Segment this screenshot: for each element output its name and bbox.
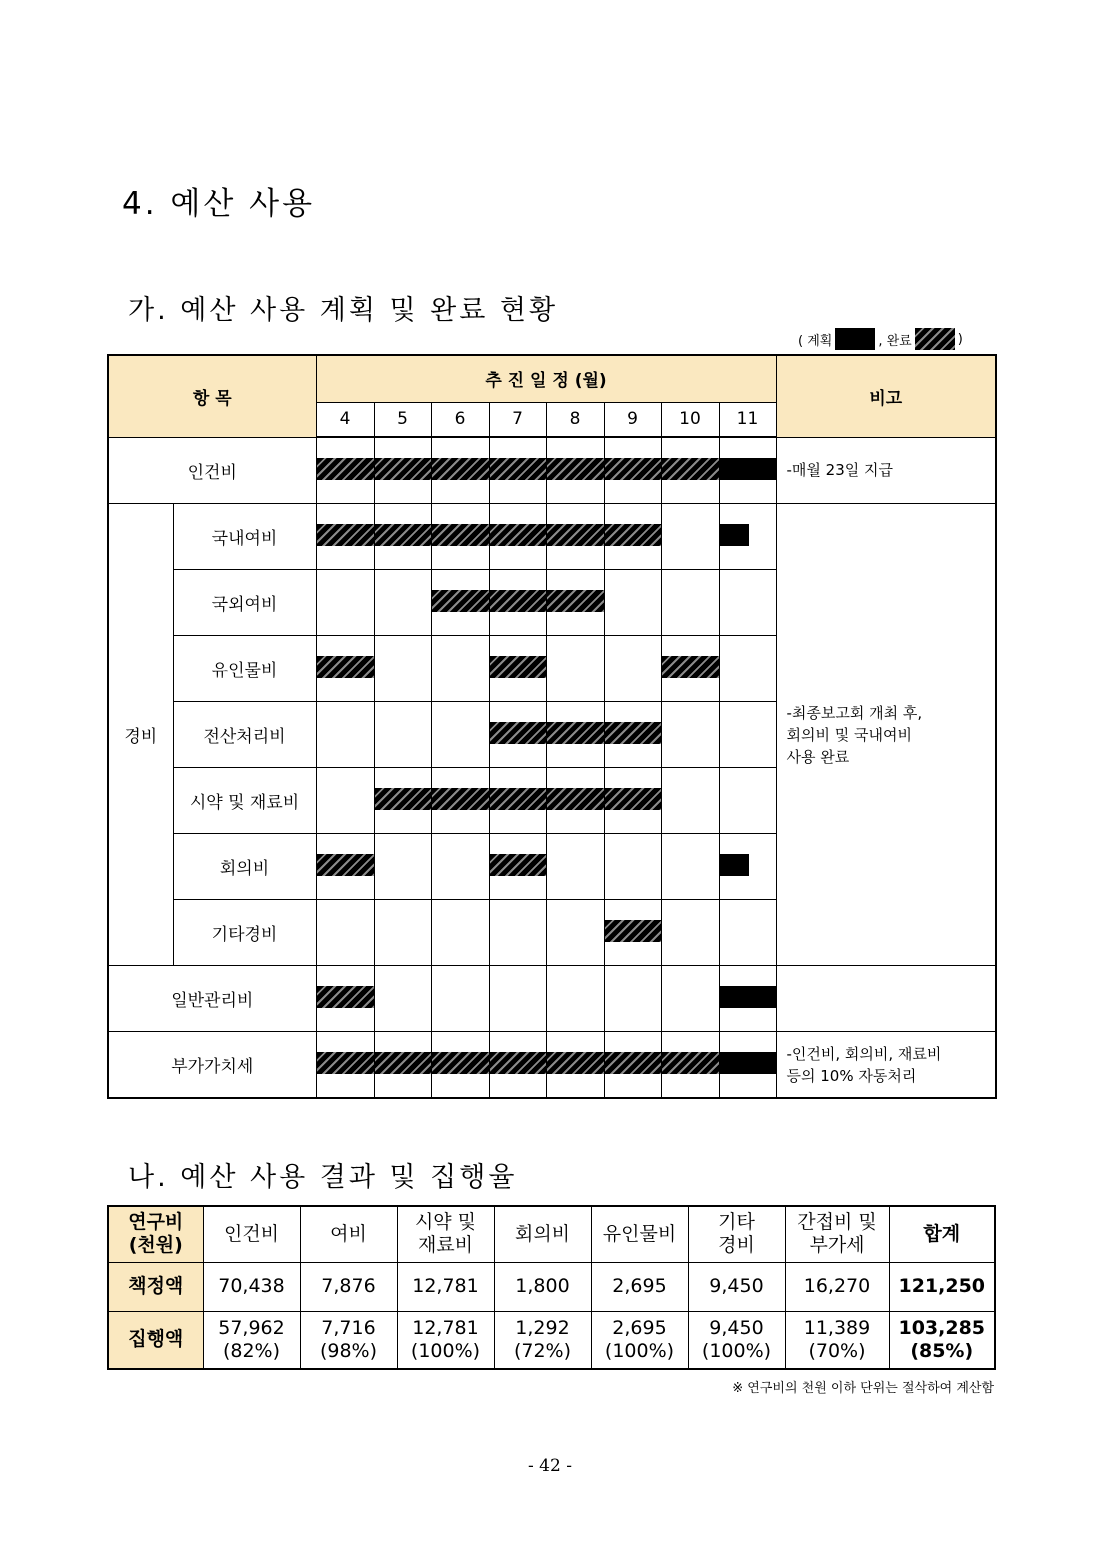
completed-bar — [317, 524, 374, 546]
executed-pct: (100%) — [410, 1339, 481, 1362]
month-cell — [374, 768, 431, 834]
completed-bar — [547, 590, 604, 612]
month-cell-inner — [317, 636, 374, 701]
executed-cell — [494, 1311, 591, 1369]
month-cell-inner — [720, 636, 776, 701]
executed-pct: (100%) — [604, 1339, 675, 1362]
month-cell — [719, 504, 776, 570]
month-cell-inner — [490, 900, 546, 965]
month-cell-inner — [720, 438, 776, 503]
executed-pct: (98%) — [319, 1339, 378, 1362]
completed-bar — [490, 788, 546, 810]
completed-bar — [375, 1052, 431, 1074]
completed-bar — [317, 854, 374, 876]
month-cell — [374, 570, 431, 636]
month-cell-inner — [605, 834, 661, 899]
allocated-label: 책정액 — [108, 1262, 203, 1311]
month-cell-inner — [720, 966, 776, 1031]
month-cell-inner — [490, 636, 546, 701]
note-salary: -매월 23일 지급 — [776, 437, 996, 504]
month-cell — [661, 636, 719, 702]
month-cell-inner — [432, 438, 489, 503]
month-cell-inner — [432, 900, 489, 965]
month-cell — [316, 504, 374, 570]
month-cell — [719, 636, 776, 702]
completed-bar — [490, 524, 546, 546]
month-cell-inner — [662, 834, 719, 899]
executed-cell — [300, 1311, 397, 1369]
completed-bar — [490, 1052, 546, 1074]
month-cell-inner — [490, 834, 546, 899]
month-cell-inner — [720, 504, 776, 569]
month-cell-inner — [662, 570, 719, 635]
month-cell — [374, 900, 431, 966]
executed-value: 2,695 — [612, 1316, 667, 1339]
results-table — [107, 1205, 996, 1370]
month-cell — [661, 1032, 719, 1099]
results-corner: 연구비 (천원) — [108, 1206, 203, 1262]
month-cell-inner — [662, 768, 719, 833]
month-cell — [316, 1032, 374, 1099]
month-cell-inner — [375, 834, 431, 899]
month-cell — [431, 834, 489, 900]
schedule-row — [108, 437, 996, 504]
month-cell-inner — [432, 702, 489, 767]
allocated-value: 1,800 — [494, 1262, 591, 1311]
month-cell-inner — [317, 900, 374, 965]
month-cell-inner — [432, 570, 489, 635]
section-title: 4. 예산 사용 — [122, 186, 316, 222]
row-label: 일반관리비 — [108, 966, 316, 1032]
month-cell-inner — [720, 1032, 776, 1097]
completed-bar — [490, 590, 546, 612]
month-cell — [546, 966, 604, 1032]
month-header: 6 — [431, 402, 489, 437]
completed-bar — [375, 524, 431, 546]
month-cell-inner — [432, 1032, 489, 1097]
month-cell — [431, 437, 489, 504]
executed-value: 1,292 — [515, 1316, 570, 1339]
completed-bar — [432, 524, 489, 546]
completed-bar — [317, 458, 374, 480]
month-cell-inner — [375, 1032, 431, 1097]
completed-bar — [605, 524, 661, 546]
results-col-header: 여비 — [300, 1206, 397, 1262]
note-vat-text: -인건비, 회의비, 재료비 등의 10% 자동처리 — [786, 1044, 942, 1085]
allocated-total: 121,250 — [889, 1262, 995, 1311]
month-cell-inner — [375, 966, 431, 1031]
month-cell-inner — [317, 438, 374, 503]
month-cell — [661, 768, 719, 834]
completed-bar — [547, 722, 604, 744]
month-cell-inner — [375, 702, 431, 767]
executed-pct: (100%) — [701, 1339, 772, 1362]
allocated-value: 16,270 — [785, 1262, 889, 1311]
month-cell-inner — [605, 702, 661, 767]
month-cell-inner — [662, 966, 719, 1031]
allocated-value: 7,876 — [300, 1262, 397, 1311]
month-cell-inner — [547, 966, 604, 1031]
month-cell-inner — [547, 702, 604, 767]
month-cell-inner — [547, 900, 604, 965]
month-cell-inner — [547, 504, 604, 569]
month-cell-inner — [317, 768, 374, 833]
completed-bar — [432, 590, 489, 612]
month-cell — [316, 834, 374, 900]
schedule-row — [108, 504, 996, 570]
month-cell-inner — [432, 636, 489, 701]
month-cell-inner — [432, 834, 489, 899]
planned-bar — [720, 524, 749, 546]
month-cell — [719, 834, 776, 900]
month-cell — [661, 966, 719, 1032]
completed-bar — [605, 1052, 661, 1074]
results-col-header: 합계 — [889, 1206, 995, 1262]
month-cell — [546, 768, 604, 834]
month-cell — [374, 636, 431, 702]
month-cell — [431, 1032, 489, 1099]
month-cell — [719, 900, 776, 966]
month-cell-inner — [605, 768, 661, 833]
month-cell — [316, 636, 374, 702]
schedule-table — [107, 354, 997, 1099]
row-label: 부가가치세 — [108, 1032, 316, 1099]
month-cell — [604, 834, 661, 900]
month-cell-inner — [547, 1032, 604, 1097]
completed-bar — [605, 788, 661, 810]
header-item: 항 목 — [108, 355, 316, 437]
month-cell — [604, 702, 661, 768]
month-cell-inner — [605, 1032, 661, 1097]
month-cell — [546, 834, 604, 900]
month-header: 5 — [374, 402, 431, 437]
month-cell — [661, 437, 719, 504]
month-cell — [316, 900, 374, 966]
month-cell — [719, 966, 776, 1032]
month-cell — [316, 570, 374, 636]
month-cell — [431, 570, 489, 636]
executed-value: 12,781 — [412, 1316, 479, 1339]
legend-open: ( 계획 — [798, 333, 833, 349]
executed-pct: (82%) — [222, 1339, 281, 1362]
month-cell — [489, 966, 546, 1032]
completed-bar — [317, 986, 374, 1008]
executed-value: 11,389 — [803, 1316, 871, 1339]
completed-bar — [547, 1052, 604, 1074]
month-cell — [431, 702, 489, 768]
note-expenses-text: -최종보고회 개최 후, 회의비 및 국내여비 사용 완료 — [786, 703, 923, 766]
month-cell — [604, 900, 661, 966]
month-cell — [546, 570, 604, 636]
month-header: 8 — [546, 402, 604, 437]
month-cell — [604, 1032, 661, 1099]
month-cell-inner — [375, 570, 431, 635]
month-cell — [546, 504, 604, 570]
month-cell — [316, 437, 374, 504]
month-cell — [489, 702, 546, 768]
month-cell — [489, 768, 546, 834]
month-cell — [546, 437, 604, 504]
results-col-header: 간접비 및 부가세 — [785, 1206, 889, 1262]
month-cell-inner — [317, 702, 374, 767]
note-empty — [776, 966, 996, 1032]
month-cell — [719, 570, 776, 636]
schedule-row — [108, 1032, 996, 1099]
month-cell-inner — [662, 900, 719, 965]
legend-close: ) — [957, 331, 963, 347]
planned-bar — [720, 854, 749, 876]
month-cell-inner — [317, 966, 374, 1031]
row-label: 국외여비 — [173, 570, 316, 636]
month-cell — [489, 636, 546, 702]
month-cell — [661, 900, 719, 966]
month-header: 9 — [604, 402, 661, 437]
executed-cell — [591, 1311, 688, 1369]
results-col-header: 유인물비 — [591, 1206, 688, 1262]
schedule-row — [108, 966, 996, 1032]
month-cell — [661, 834, 719, 900]
subtitle-results: 나. 예산 사용 결과 및 집행율 — [128, 1162, 518, 1193]
group-label: 경비 — [108, 504, 173, 966]
month-cell-inner — [490, 438, 546, 503]
month-cell-inner — [432, 768, 489, 833]
planned-bar — [720, 1052, 776, 1074]
note-vat — [776, 1032, 996, 1099]
month-cell — [489, 834, 546, 900]
executed-total: 103,285 — [898, 1316, 986, 1339]
month-cell — [316, 966, 374, 1032]
planned-bar — [720, 458, 776, 480]
month-cell — [604, 966, 661, 1032]
executed-value: 57,962 — [218, 1316, 285, 1339]
completed-bar — [662, 656, 719, 678]
month-cell-inner — [317, 570, 374, 635]
month-cell-inner — [490, 1032, 546, 1097]
month-cell-inner — [662, 702, 719, 767]
month-cell-inner — [432, 504, 489, 569]
completed-bar — [490, 458, 546, 480]
completed-bar — [432, 458, 489, 480]
month-cell — [719, 702, 776, 768]
legend-mid: , 완료 — [878, 333, 912, 349]
month-cell — [316, 768, 374, 834]
month-cell-inner — [662, 1032, 719, 1097]
month-cell-inner — [547, 834, 604, 899]
month-cell — [489, 504, 546, 570]
month-cell-inner — [605, 438, 661, 503]
month-cell-inner — [317, 1032, 374, 1097]
completed-bar — [432, 1052, 489, 1074]
month-cell-inner — [720, 900, 776, 965]
month-cell — [374, 1032, 431, 1099]
executed-cell — [688, 1311, 785, 1369]
month-cell — [661, 504, 719, 570]
month-cell — [719, 768, 776, 834]
month-cell — [431, 504, 489, 570]
month-cell-inner — [720, 570, 776, 635]
month-header: 11 — [719, 402, 776, 437]
month-cell-inner — [490, 504, 546, 569]
month-cell — [546, 702, 604, 768]
completed-bar — [605, 458, 661, 480]
month-cell-inner — [375, 438, 431, 503]
month-cell — [431, 768, 489, 834]
month-cell — [604, 437, 661, 504]
executed-cell — [203, 1311, 300, 1369]
completed-bar — [432, 788, 489, 810]
row-label: 국내여비 — [173, 504, 316, 570]
allocated-value: 9,450 — [688, 1262, 785, 1311]
month-cell-inner — [375, 900, 431, 965]
completed-bar — [662, 458, 719, 480]
completed-bar — [375, 788, 431, 810]
month-cell-inner — [547, 768, 604, 833]
month-cell-inner — [547, 438, 604, 503]
month-cell — [374, 966, 431, 1032]
month-cell — [719, 1032, 776, 1099]
month-cell-inner — [317, 834, 374, 899]
month-cell — [374, 504, 431, 570]
month-cell — [604, 570, 661, 636]
legend-done-swatch — [915, 328, 955, 350]
month-cell — [546, 1032, 604, 1099]
page-number: - 42 - — [528, 1456, 572, 1476]
month-cell-inner — [662, 636, 719, 701]
month-cell-inner — [490, 702, 546, 767]
completed-bar — [490, 722, 546, 744]
month-cell — [316, 702, 374, 768]
month-cell-inner — [720, 702, 776, 767]
month-cell — [431, 636, 489, 702]
month-cell — [546, 900, 604, 966]
executed-label: 집행액 — [108, 1311, 203, 1369]
month-cell-inner — [605, 504, 661, 569]
month-cell-inner — [432, 966, 489, 1031]
footnote: ※ 연구비의 천원 이하 단위는 절삭하여 계산함 — [732, 1381, 994, 1396]
executed-pct: (70%) — [808, 1339, 866, 1362]
month-header: 4 — [316, 402, 374, 437]
month-cell — [374, 437, 431, 504]
month-cell-inner — [490, 966, 546, 1031]
month-cell — [489, 1032, 546, 1099]
row-label: 유인물비 — [173, 636, 316, 702]
completed-bar — [662, 1052, 719, 1074]
month-cell-inner — [547, 636, 604, 701]
executed-value: 9,450 — [709, 1316, 764, 1339]
month-cell-inner — [547, 570, 604, 635]
row-label: 인건비 — [108, 437, 316, 504]
month-cell-inner — [662, 504, 719, 569]
month-cell-inner — [490, 570, 546, 635]
completed-bar — [317, 1052, 374, 1074]
month-cell-inner — [605, 900, 661, 965]
results-col-header: 회의비 — [494, 1206, 591, 1262]
row-label: 회의비 — [173, 834, 316, 900]
allocated-value: 12,781 — [397, 1262, 494, 1311]
month-cell-inner — [490, 768, 546, 833]
month-cell-inner — [375, 768, 431, 833]
month-cell-inner — [720, 768, 776, 833]
month-cell-inner — [375, 636, 431, 701]
month-header: 7 — [489, 402, 546, 437]
month-cell-inner — [317, 504, 374, 569]
month-cell-inner — [720, 834, 776, 899]
month-cell — [489, 570, 546, 636]
month-cell — [374, 834, 431, 900]
month-cell — [661, 570, 719, 636]
completed-bar — [605, 722, 661, 744]
month-cell — [431, 966, 489, 1032]
allocated-value: 70,438 — [203, 1262, 300, 1311]
executed-total-pct: (85%) — [910, 1339, 974, 1362]
month-cell-inner — [605, 636, 661, 701]
allocated-value: 2,695 — [591, 1262, 688, 1311]
executed-pct: (72%) — [513, 1339, 572, 1362]
completed-bar — [490, 854, 546, 876]
month-cell — [431, 900, 489, 966]
completed-bar — [490, 656, 546, 678]
month-header: 10 — [661, 402, 719, 437]
executed-cell — [397, 1311, 494, 1369]
row-label: 전산처리비 — [173, 702, 316, 768]
month-cell-inner — [375, 504, 431, 569]
results-col-header: 시약 및 재료비 — [397, 1206, 494, 1262]
month-cell — [489, 900, 546, 966]
completed-bar — [547, 524, 604, 546]
legend — [798, 328, 963, 350]
month-cell — [604, 636, 661, 702]
month-cell — [546, 636, 604, 702]
completed-bar — [317, 656, 374, 678]
legend-plan-swatch — [835, 328, 875, 350]
month-cell — [604, 768, 661, 834]
header-schedule: 추 진 일 정 (월) — [316, 355, 776, 402]
row-label: 시약 및 재료비 — [173, 768, 316, 834]
month-cell — [604, 504, 661, 570]
results-col-header: 인건비 — [203, 1206, 300, 1262]
header-note: 비고 — [776, 355, 996, 437]
planned-bar — [720, 986, 776, 1008]
note-expenses — [776, 504, 996, 966]
month-cell — [661, 702, 719, 768]
month-cell-inner — [605, 570, 661, 635]
completed-bar — [547, 458, 604, 480]
month-cell — [719, 437, 776, 504]
executed-cell — [785, 1311, 889, 1369]
executed-total-cell — [889, 1311, 995, 1369]
month-cell-inner — [662, 438, 719, 503]
executed-value: 7,716 — [321, 1316, 376, 1339]
subtitle-plan: 가. 예산 사용 계획 및 완료 현황 — [128, 295, 559, 326]
month-cell — [489, 437, 546, 504]
row-label: 기타경비 — [173, 900, 316, 966]
month-cell — [374, 702, 431, 768]
completed-bar — [375, 458, 431, 480]
completed-bar — [605, 920, 661, 942]
month-cell-inner — [605, 966, 661, 1031]
results-col-header: 기타 경비 — [688, 1206, 785, 1262]
completed-bar — [547, 788, 604, 810]
